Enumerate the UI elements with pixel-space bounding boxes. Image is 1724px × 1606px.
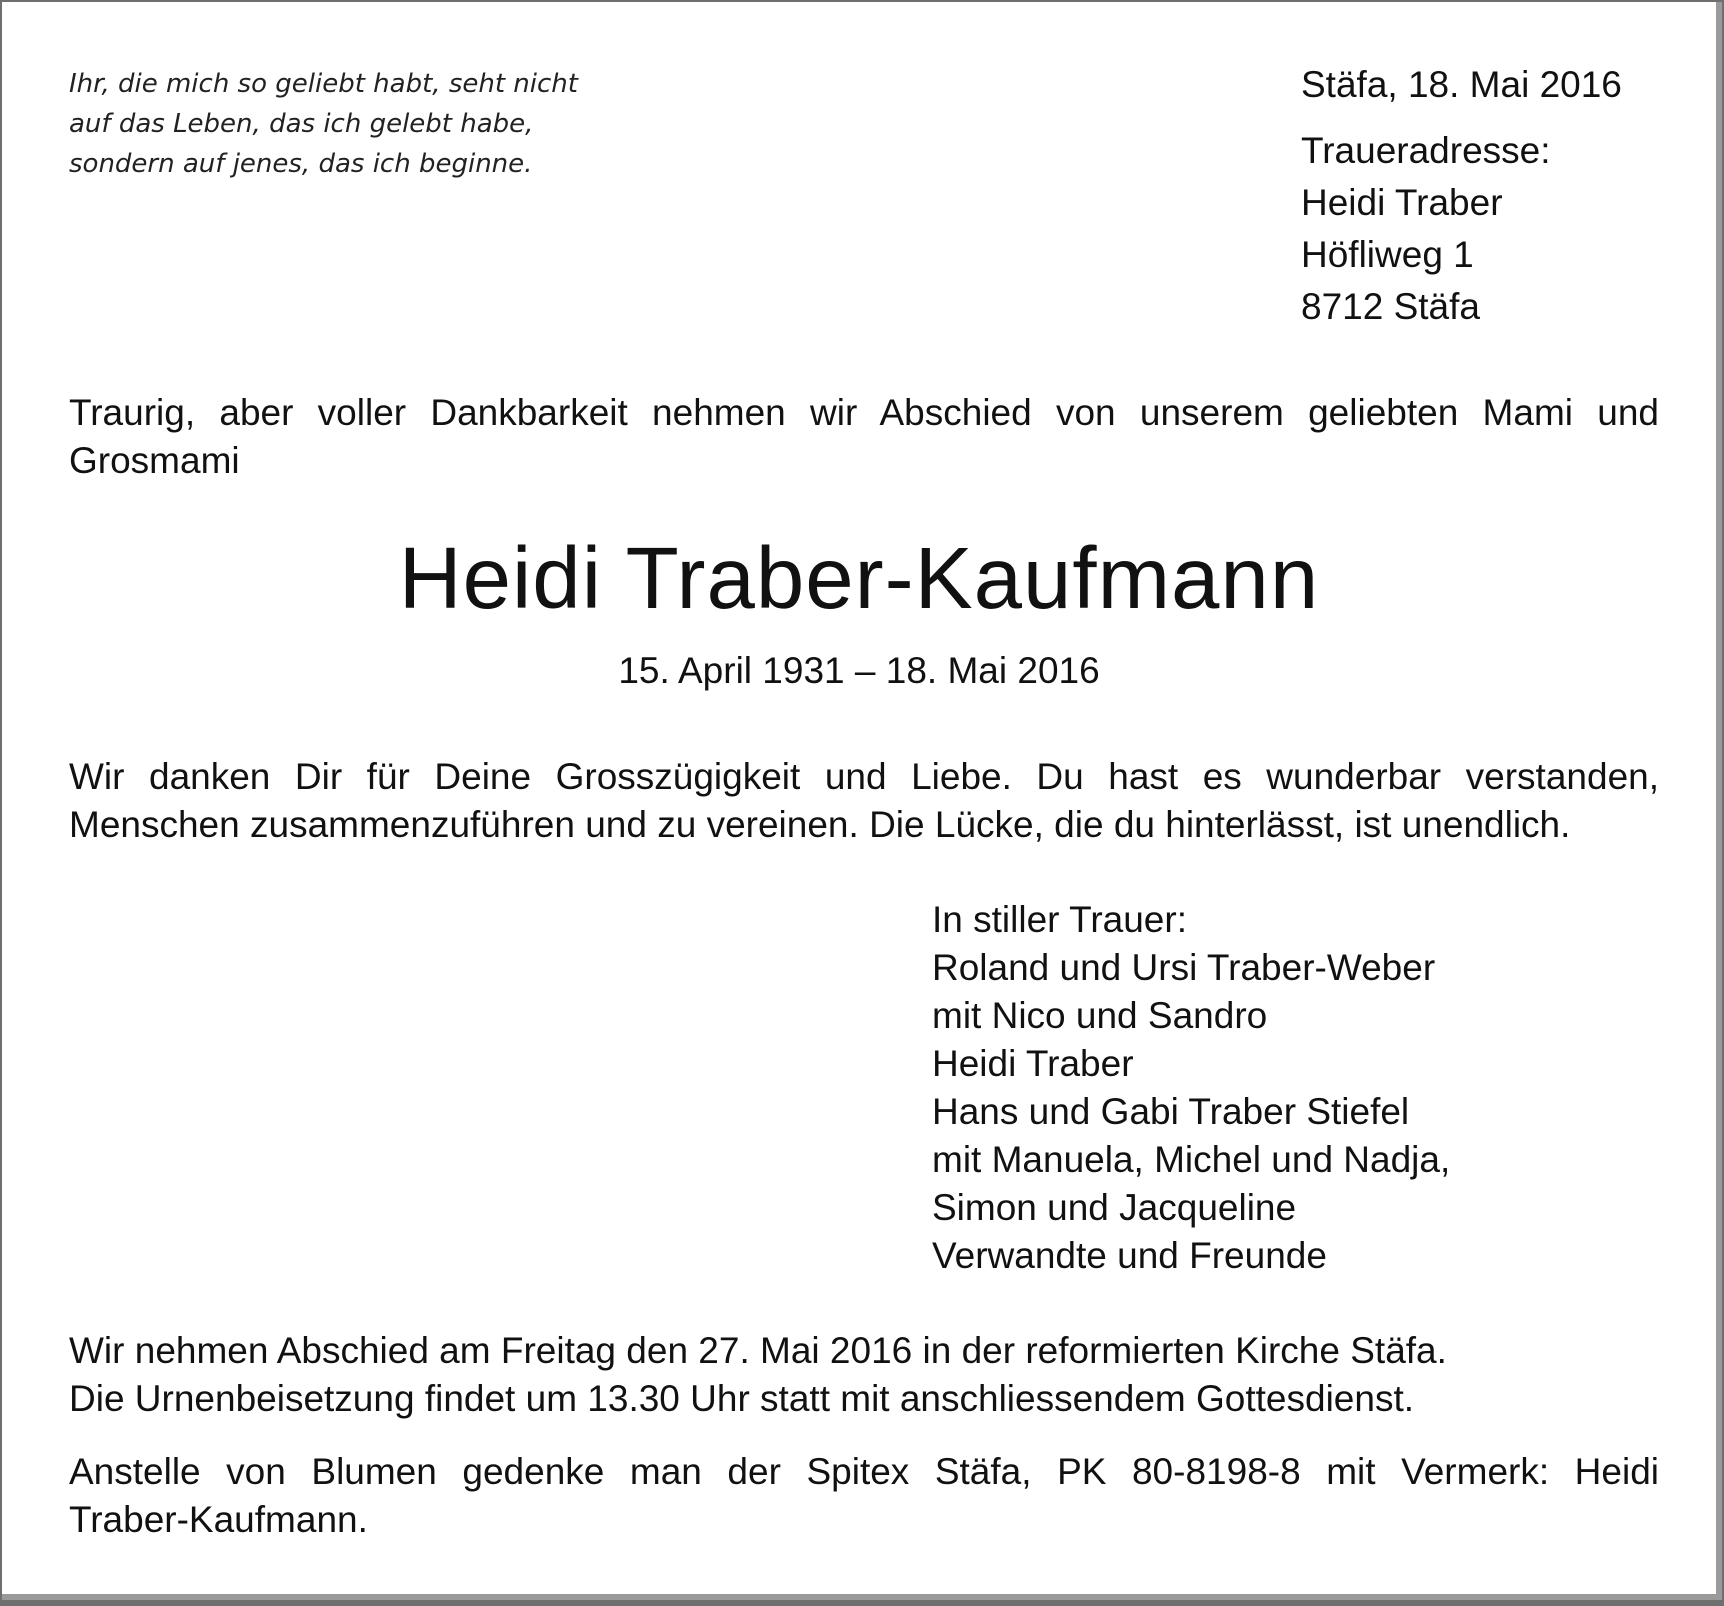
mourner-line: Simon und Jacqueline bbox=[932, 1187, 1297, 1228]
thanks-line: Wir danken Dir für Deine Grosszügigkeit und Liebe. Du hast es wunderbar verstanden, bbox=[69, 756, 1659, 797]
service-line: Wir nehmen Abschied am Freitag den 27. Mai 2016 in der reformierten Kirche Stäfa. bbox=[69, 1330, 1447, 1371]
intro-line: Traurig, aber voller Dankbarkeit nehmen wir Abschied von unserem geliebten Mami und bbox=[69, 392, 1659, 433]
mourner-line: Verwandte und Freunde bbox=[932, 1235, 1327, 1276]
motto-line: sondern auf jenes, das ich beginne. bbox=[69, 149, 533, 179]
mourners-heading: In stiller Trauer: bbox=[932, 899, 1187, 940]
address-name: Heidi Traber bbox=[1301, 182, 1503, 223]
address-city: 8712 Stäfa bbox=[1301, 286, 1480, 327]
obituary-notice bbox=[2, 2, 1722, 1600]
place-date: Stäfa, 18. Mai 2016 bbox=[1301, 64, 1622, 105]
deceased-name: Heidi Traber-Kaufmann bbox=[398, 530, 1320, 627]
service-paragraph bbox=[69, 1327, 1669, 1423]
thanks-line: Menschen zusammenzuführen und zu vereinen. Die Lücke, die du hinterlässt, ist unendlich. bbox=[69, 804, 1571, 845]
intro-line: Grosmami bbox=[69, 440, 240, 481]
address-label: Traueradresse: bbox=[1301, 130, 1551, 171]
mourner-line: mit Nico und Sandro bbox=[932, 995, 1268, 1036]
mourners-list bbox=[932, 896, 1450, 1280]
thanks-paragraph bbox=[69, 753, 1659, 849]
mourner-line: Heidi Traber bbox=[932, 1043, 1134, 1084]
address-street: Höfliweg 1 bbox=[1301, 234, 1474, 275]
mourner-line: mit Manuela, Michel und Nadja, bbox=[932, 1139, 1451, 1180]
donation-line: Anstelle von Blumen gedenke man der Spitex Stäfa, PK 80-8198-8 mit Vermerk: Heidi bbox=[69, 1451, 1659, 1492]
motto-line: Ihr, die mich so geliebt habt, seht nicht bbox=[69, 69, 578, 99]
service-line: Die Urnenbeisetzung findet um 13.30 Uhr statt mit anschliessendem Gottesdienst. bbox=[69, 1378, 1415, 1419]
motto-quote bbox=[69, 64, 689, 184]
mourner-line: Roland und Ursi Traber-Weber bbox=[932, 947, 1436, 988]
mourning-address bbox=[1301, 125, 1551, 333]
life-dates: 15. April 1931 – 18. Mai 2016 bbox=[618, 650, 1100, 691]
donation-line: Traber-Kaufmann. bbox=[69, 1499, 368, 1540]
motto-line: auf das Leben, das ich gelebt habe, bbox=[69, 109, 534, 139]
donation-paragraph bbox=[69, 1448, 1659, 1544]
intro-paragraph bbox=[69, 389, 1659, 485]
mourner-line: Hans und Gabi Traber Stiefel bbox=[932, 1091, 1410, 1132]
